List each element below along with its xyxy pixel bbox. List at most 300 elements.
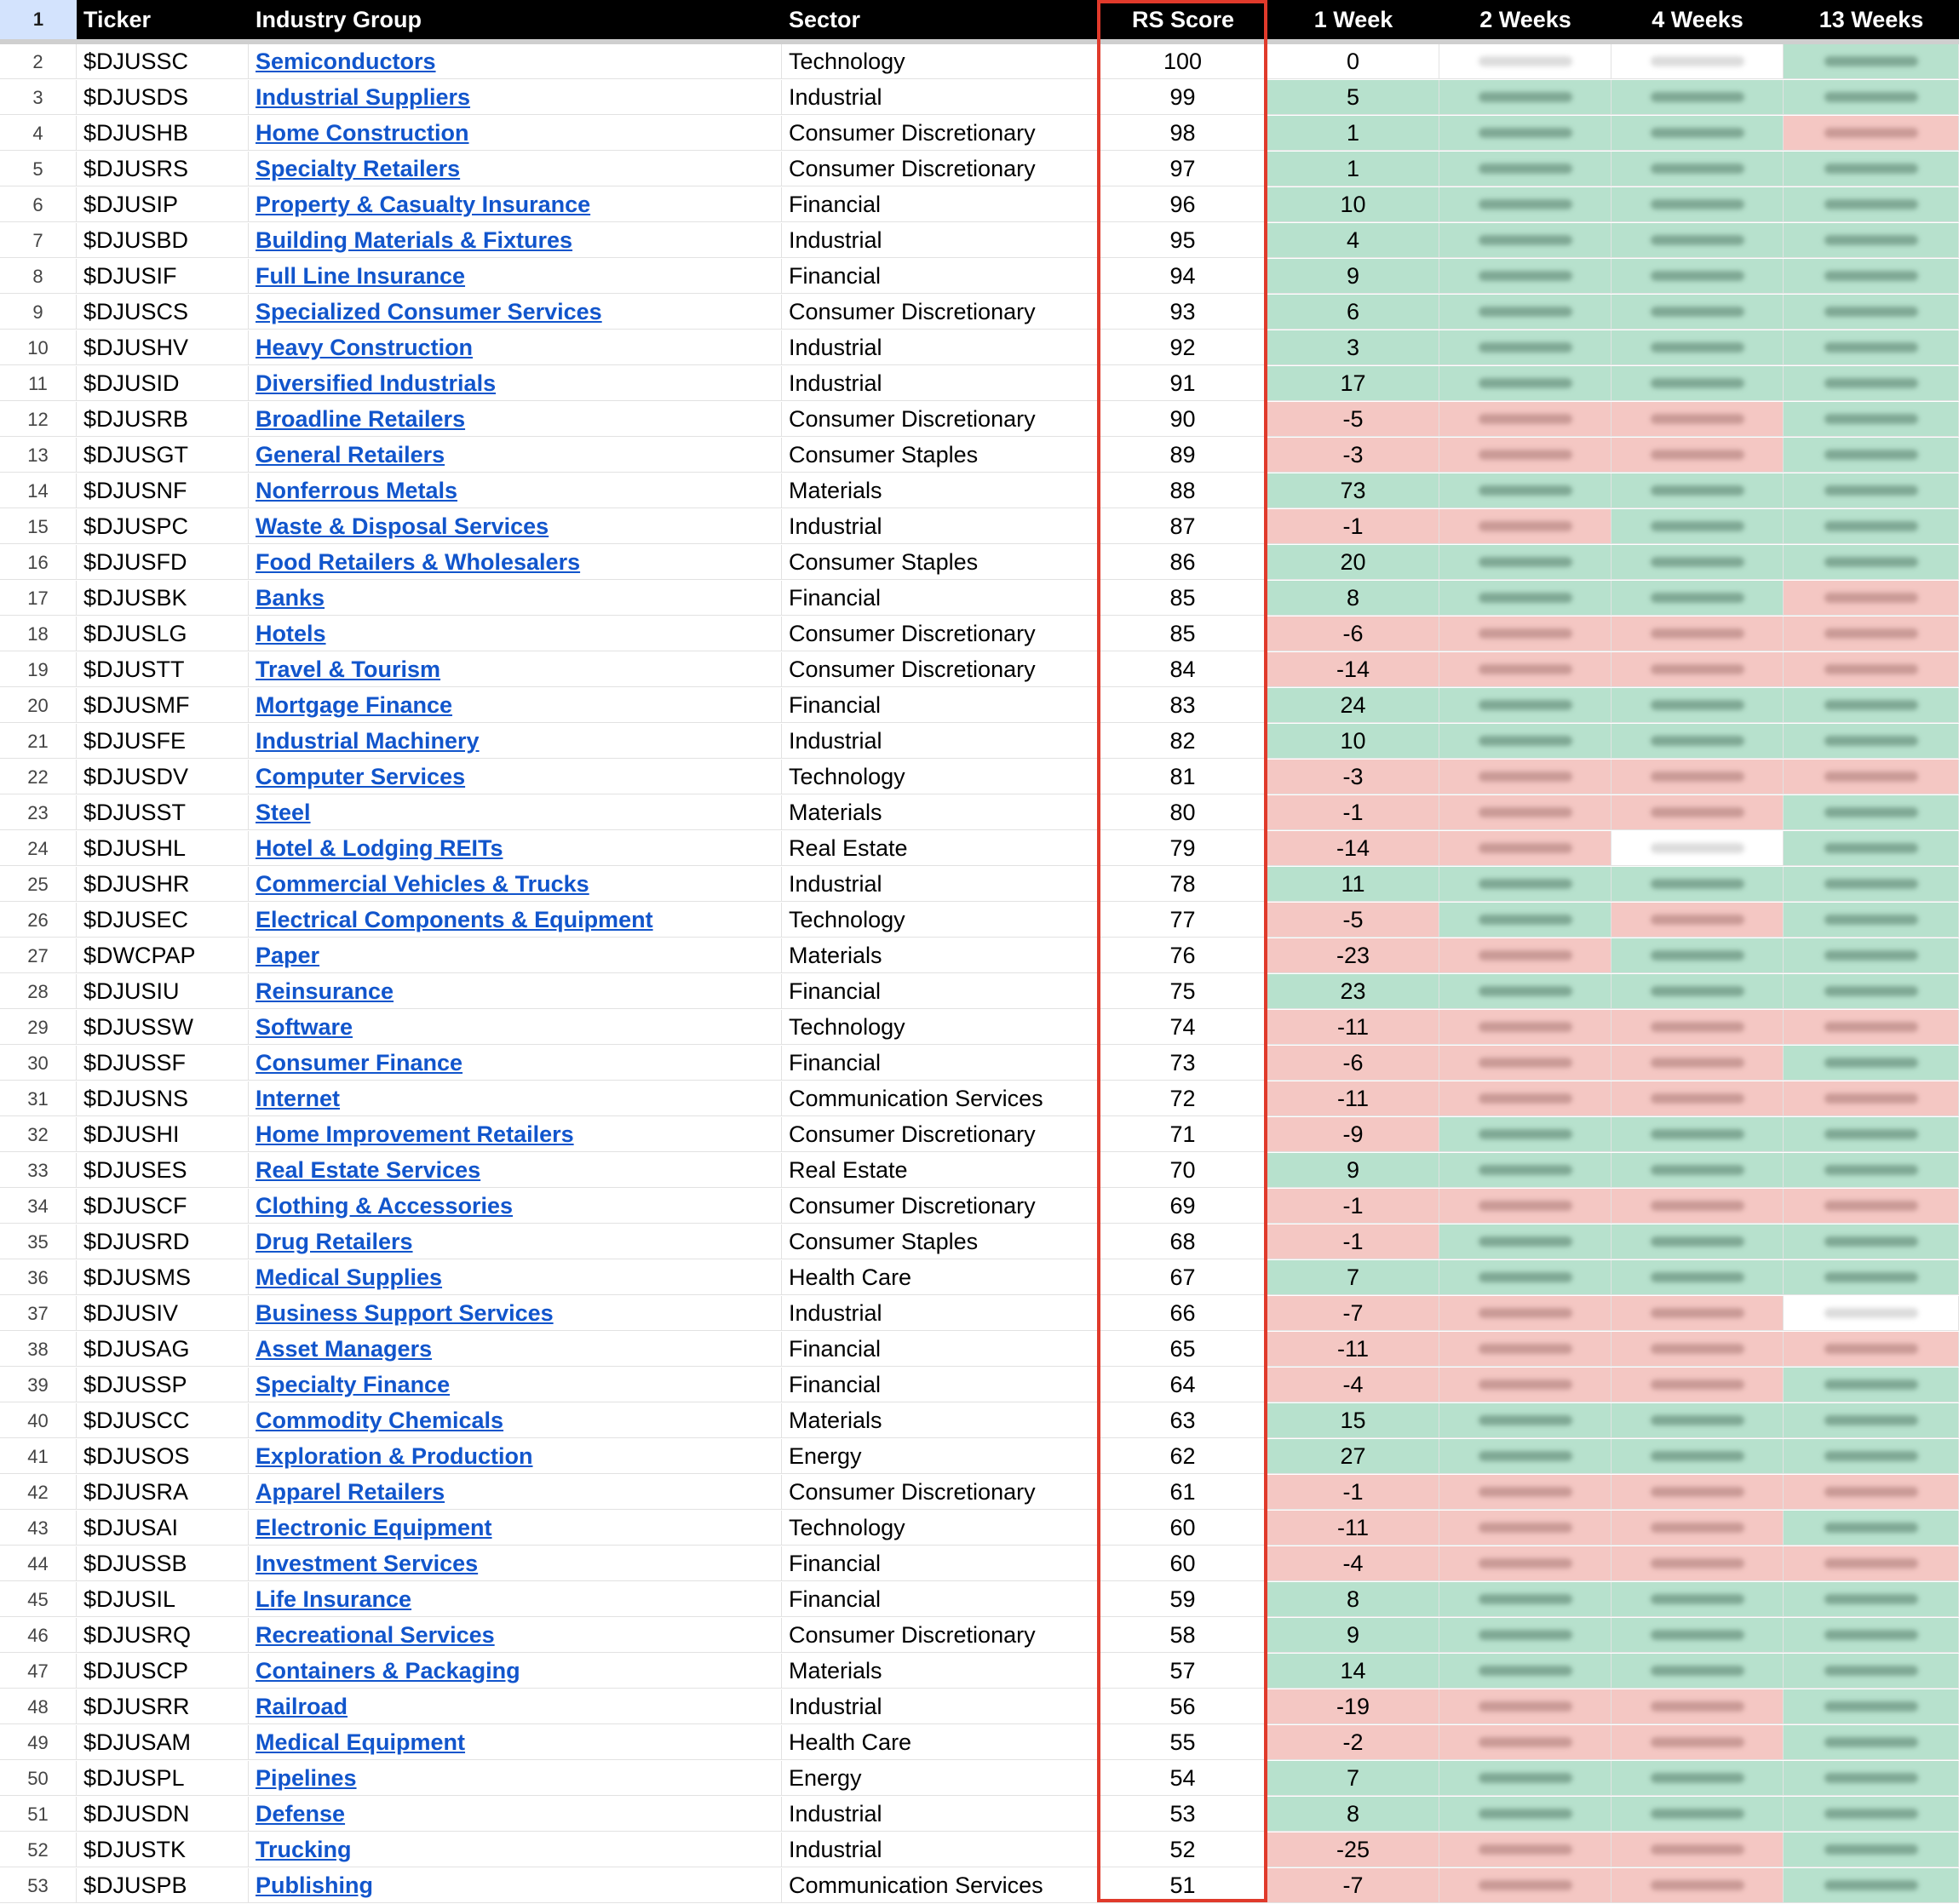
- rs-score-cell[interactable]: 58: [1099, 1618, 1267, 1653]
- week-1-cell[interactable]: 14: [1267, 1654, 1439, 1689]
- sector-cell[interactable]: Materials: [782, 1403, 1099, 1438]
- weeks-4-cell[interactable]: [1611, 1368, 1784, 1402]
- weeks-13-cell[interactable]: [1784, 330, 1959, 365]
- weeks-4-cell[interactable]: [1611, 652, 1784, 687]
- row-number[interactable]: 47: [0, 1654, 77, 1689]
- weeks-4-cell[interactable]: [1611, 259, 1784, 294]
- sector-cell[interactable]: Financial: [782, 259, 1099, 294]
- ticker-cell[interactable]: $DJUSRR: [77, 1689, 249, 1724]
- industry-group-link[interactable]: Electrical Components & Equipment: [256, 907, 653, 932]
- industry-group-link[interactable]: Steel: [256, 800, 311, 825]
- industry-group-cell[interactable]: [249, 1725, 782, 1760]
- rs-score-cell[interactable]: 80: [1099, 795, 1267, 830]
- industry-group-link[interactable]: Specialty Retailers: [256, 156, 461, 181]
- sector-cell[interactable]: Consumer Staples: [782, 545, 1099, 580]
- rs-score-cell[interactable]: 60: [1099, 1511, 1267, 1546]
- weeks-4-cell[interactable]: [1611, 473, 1784, 508]
- week-1-cell[interactable]: 27: [1267, 1439, 1439, 1474]
- ticker-cell[interactable]: $DJUSAG: [77, 1332, 249, 1367]
- row-number[interactable]: 30: [0, 1046, 77, 1081]
- sector-cell[interactable]: Technology: [782, 1511, 1099, 1546]
- week-1-cell[interactable]: -14: [1267, 652, 1439, 687]
- industry-group-link[interactable]: Industrial Machinery: [256, 728, 480, 754]
- weeks-2-cell[interactable]: [1439, 1153, 1611, 1188]
- ticker-cell[interactable]: $DJUSAI: [77, 1511, 249, 1546]
- row-number[interactable]: 2: [0, 44, 77, 79]
- row-number[interactable]: 8: [0, 259, 77, 294]
- row-number[interactable]: 49: [0, 1725, 77, 1760]
- weeks-4-cell[interactable]: [1611, 688, 1784, 723]
- industry-group-cell[interactable]: [249, 1546, 782, 1581]
- sector-cell[interactable]: Communication Services: [782, 1868, 1099, 1903]
- rs-score-cell[interactable]: 71: [1099, 1117, 1267, 1152]
- row-number[interactable]: 29: [0, 1010, 77, 1045]
- ticker-cell[interactable]: $DJUSIU: [77, 974, 249, 1009]
- rs-score-cell[interactable]: 85: [1099, 581, 1267, 616]
- week-1-cell[interactable]: -11: [1267, 1010, 1439, 1045]
- weeks-13-cell[interactable]: [1784, 1689, 1959, 1724]
- industry-group-cell[interactable]: [249, 295, 782, 330]
- weeks-4-cell[interactable]: [1611, 402, 1784, 437]
- industry-group-link[interactable]: Heavy Construction: [256, 335, 474, 360]
- column-header-sector[interactable]: Sector: [782, 0, 1099, 39]
- week-1-cell[interactable]: -4: [1267, 1546, 1439, 1581]
- rs-score-cell[interactable]: 73: [1099, 1046, 1267, 1081]
- row-number[interactable]: 28: [0, 974, 77, 1009]
- ticker-cell[interactable]: $DJUSIL: [77, 1582, 249, 1617]
- weeks-13-cell[interactable]: [1784, 295, 1959, 330]
- row-number[interactable]: 12: [0, 402, 77, 437]
- week-1-cell[interactable]: 10: [1267, 724, 1439, 759]
- rs-score-cell[interactable]: 62: [1099, 1439, 1267, 1474]
- industry-group-cell[interactable]: [249, 652, 782, 687]
- weeks-13-cell[interactable]: [1784, 795, 1959, 830]
- week-1-cell[interactable]: -23: [1267, 938, 1439, 973]
- week-1-cell[interactable]: -4: [1267, 1368, 1439, 1402]
- weeks-2-cell[interactable]: [1439, 903, 1611, 938]
- weeks-2-cell[interactable]: [1439, 724, 1611, 759]
- industry-group-cell[interactable]: [249, 867, 782, 902]
- row-number[interactable]: 24: [0, 831, 77, 866]
- industry-group-link[interactable]: Publishing: [256, 1872, 373, 1898]
- industry-group-link[interactable]: Full Line Insurance: [256, 263, 466, 289]
- sector-cell[interactable]: Real Estate: [782, 1153, 1099, 1188]
- weeks-2-cell[interactable]: [1439, 1761, 1611, 1796]
- weeks-2-cell[interactable]: [1439, 295, 1611, 330]
- ticker-cell[interactable]: $DJUSPB: [77, 1868, 249, 1903]
- rs-score-cell[interactable]: 69: [1099, 1189, 1267, 1224]
- sector-cell[interactable]: Financial: [782, 1546, 1099, 1581]
- ticker-cell[interactable]: $DJUSES: [77, 1153, 249, 1188]
- week-1-cell[interactable]: 7: [1267, 1761, 1439, 1796]
- rs-score-cell[interactable]: 92: [1099, 330, 1267, 365]
- weeks-13-cell[interactable]: [1784, 1546, 1959, 1581]
- industry-group-cell[interactable]: [249, 80, 782, 115]
- week-1-cell[interactable]: -5: [1267, 903, 1439, 938]
- weeks-2-cell[interactable]: [1439, 1546, 1611, 1581]
- industry-group-cell[interactable]: [249, 1296, 782, 1331]
- industry-group-link[interactable]: Diversified Industrials: [256, 370, 497, 396]
- weeks-4-cell[interactable]: [1611, 116, 1784, 151]
- sector-cell[interactable]: Consumer Discretionary: [782, 1117, 1099, 1152]
- weeks-13-cell[interactable]: [1784, 1582, 1959, 1617]
- week-1-cell[interactable]: 6: [1267, 295, 1439, 330]
- weeks-13-cell[interactable]: [1784, 1224, 1959, 1259]
- weeks-13-cell[interactable]: [1784, 116, 1959, 151]
- industry-group-link[interactable]: Exploration & Production: [256, 1443, 533, 1469]
- weeks-2-cell[interactable]: [1439, 473, 1611, 508]
- weeks-2-cell[interactable]: [1439, 1725, 1611, 1760]
- ticker-cell[interactable]: $DJUSRB: [77, 402, 249, 437]
- weeks-4-cell[interactable]: [1611, 1153, 1784, 1188]
- week-1-cell[interactable]: 3: [1267, 330, 1439, 365]
- weeks-2-cell[interactable]: [1439, 581, 1611, 616]
- rs-score-cell[interactable]: 51: [1099, 1868, 1267, 1903]
- rs-score-cell[interactable]: 59: [1099, 1582, 1267, 1617]
- industry-group-cell[interactable]: [249, 402, 782, 437]
- weeks-13-cell[interactable]: [1784, 1296, 1959, 1331]
- industry-group-cell[interactable]: [249, 259, 782, 294]
- weeks-13-cell[interactable]: [1784, 1725, 1959, 1760]
- ticker-cell[interactable]: $DJUSIF: [77, 259, 249, 294]
- weeks-4-cell[interactable]: [1611, 438, 1784, 473]
- weeks-2-cell[interactable]: [1439, 402, 1611, 437]
- weeks-4-cell[interactable]: [1611, 295, 1784, 330]
- weeks-2-cell[interactable]: [1439, 223, 1611, 258]
- week-1-cell[interactable]: 5: [1267, 80, 1439, 115]
- row-number[interactable]: 44: [0, 1546, 77, 1581]
- weeks-4-cell[interactable]: [1611, 1403, 1784, 1438]
- industry-group-link[interactable]: Recreational Services: [256, 1622, 495, 1648]
- row-number[interactable]: 22: [0, 760, 77, 794]
- weeks-2-cell[interactable]: [1439, 438, 1611, 473]
- rs-score-cell[interactable]: 77: [1099, 903, 1267, 938]
- week-1-cell[interactable]: 9: [1267, 259, 1439, 294]
- weeks-2-cell[interactable]: [1439, 509, 1611, 544]
- weeks-2-cell[interactable]: [1439, 1081, 1611, 1116]
- industry-group-cell[interactable]: [249, 1439, 782, 1474]
- weeks-2-cell[interactable]: [1439, 1689, 1611, 1724]
- row-number[interactable]: 3: [0, 80, 77, 115]
- rs-score-cell[interactable]: 70: [1099, 1153, 1267, 1188]
- weeks-2-cell[interactable]: [1439, 1296, 1611, 1331]
- ticker-cell[interactable]: $DWCPAP: [77, 938, 249, 973]
- row-number[interactable]: 41: [0, 1439, 77, 1474]
- weeks-4-cell[interactable]: [1611, 1582, 1784, 1617]
- weeks-4-cell[interactable]: [1611, 1296, 1784, 1331]
- industry-group-link[interactable]: Commercial Vehicles & Trucks: [256, 871, 589, 897]
- rs-score-cell[interactable]: 93: [1099, 295, 1267, 330]
- industry-group-link[interactable]: Medical Supplies: [256, 1265, 443, 1290]
- week-1-cell[interactable]: -11: [1267, 1332, 1439, 1367]
- weeks-13-cell[interactable]: [1784, 581, 1959, 616]
- week-1-cell[interactable]: -14: [1267, 831, 1439, 866]
- weeks-2-cell[interactable]: [1439, 1439, 1611, 1474]
- industry-group-link[interactable]: Electronic Equipment: [256, 1515, 492, 1540]
- rs-score-cell[interactable]: 83: [1099, 688, 1267, 723]
- weeks-2-cell[interactable]: [1439, 1511, 1611, 1546]
- ticker-cell[interactable]: $DJUSST: [77, 795, 249, 830]
- weeks-13-cell[interactable]: [1784, 1368, 1959, 1402]
- rs-score-cell[interactable]: 53: [1099, 1797, 1267, 1832]
- weeks-4-cell[interactable]: [1611, 366, 1784, 401]
- rs-score-cell[interactable]: 99: [1099, 80, 1267, 115]
- industry-group-link[interactable]: Nonferrous Metals: [256, 478, 458, 503]
- weeks-2-cell[interactable]: [1439, 1046, 1611, 1081]
- ticker-cell[interactable]: $DJUSAM: [77, 1725, 249, 1760]
- sector-cell[interactable]: Industrial: [782, 223, 1099, 258]
- week-1-cell[interactable]: 1: [1267, 116, 1439, 151]
- weeks-4-cell[interactable]: [1611, 330, 1784, 365]
- column-header-2-weeks[interactable]: 2 Weeks: [1439, 0, 1611, 39]
- industry-group-link[interactable]: General Retailers: [256, 442, 445, 467]
- week-1-cell[interactable]: -1: [1267, 1224, 1439, 1259]
- industry-group-cell[interactable]: [249, 1153, 782, 1188]
- ticker-cell[interactable]: $DJUSPC: [77, 509, 249, 544]
- row-number[interactable]: 38: [0, 1332, 77, 1367]
- ticker-cell[interactable]: $DJUSHV: [77, 330, 249, 365]
- rs-score-cell[interactable]: 61: [1099, 1475, 1267, 1510]
- row-number[interactable]: 52: [0, 1832, 77, 1867]
- ticker-cell[interactable]: $DJUSSB: [77, 1546, 249, 1581]
- weeks-13-cell[interactable]: [1784, 1654, 1959, 1689]
- weeks-2-cell[interactable]: [1439, 1260, 1611, 1295]
- row-number[interactable]: 25: [0, 867, 77, 902]
- rs-score-cell[interactable]: 72: [1099, 1081, 1267, 1116]
- ticker-cell[interactable]: $DJUSHB: [77, 116, 249, 151]
- sector-cell[interactable]: Financial: [782, 688, 1099, 723]
- industry-group-cell[interactable]: [249, 795, 782, 830]
- row-number[interactable]: 11: [0, 366, 77, 401]
- sector-cell[interactable]: Technology: [782, 760, 1099, 794]
- weeks-13-cell[interactable]: [1784, 1511, 1959, 1546]
- sector-cell[interactable]: Communication Services: [782, 1081, 1099, 1116]
- column-header-4-weeks[interactable]: 4 Weeks: [1611, 0, 1784, 39]
- week-1-cell[interactable]: -19: [1267, 1689, 1439, 1724]
- industry-group-cell[interactable]: [249, 903, 782, 938]
- ticker-cell[interactable]: $DJUSCF: [77, 1189, 249, 1224]
- rs-score-cell[interactable]: 84: [1099, 652, 1267, 687]
- industry-group-link[interactable]: Paper: [256, 943, 320, 968]
- weeks-13-cell[interactable]: [1784, 509, 1959, 544]
- weeks-13-cell[interactable]: [1784, 724, 1959, 759]
- weeks-4-cell[interactable]: [1611, 1010, 1784, 1045]
- ticker-cell[interactable]: $DJUSCC: [77, 1403, 249, 1438]
- weeks-4-cell[interactable]: [1611, 1475, 1784, 1510]
- weeks-4-cell[interactable]: [1611, 1761, 1784, 1796]
- sector-cell[interactable]: Consumer Discretionary: [782, 617, 1099, 651]
- row-number[interactable]: 50: [0, 1761, 77, 1796]
- sector-cell[interactable]: Health Care: [782, 1260, 1099, 1295]
- weeks-2-cell[interactable]: [1439, 1618, 1611, 1653]
- ticker-cell[interactable]: $DJUSBD: [77, 223, 249, 258]
- ticker-cell[interactable]: $DJUSBK: [77, 581, 249, 616]
- weeks-4-cell[interactable]: [1611, 1081, 1784, 1116]
- industry-group-cell[interactable]: [249, 1689, 782, 1724]
- row-number[interactable]: 14: [0, 473, 77, 508]
- industry-group-cell[interactable]: [249, 1868, 782, 1903]
- industry-group-cell[interactable]: [249, 116, 782, 151]
- ticker-cell[interactable]: $DJUSSF: [77, 1046, 249, 1081]
- weeks-4-cell[interactable]: [1611, 1797, 1784, 1832]
- ticker-cell[interactable]: $DJUSFE: [77, 724, 249, 759]
- weeks-13-cell[interactable]: [1784, 473, 1959, 508]
- industry-group-cell[interactable]: [249, 509, 782, 544]
- week-1-cell[interactable]: 73: [1267, 473, 1439, 508]
- rs-score-cell[interactable]: 89: [1099, 438, 1267, 473]
- sector-cell[interactable]: Health Care: [782, 1725, 1099, 1760]
- sector-cell[interactable]: Financial: [782, 1046, 1099, 1081]
- industry-group-link[interactable]: Specialty Finance: [256, 1372, 451, 1397]
- industry-group-link[interactable]: Consumer Finance: [256, 1050, 463, 1075]
- sector-cell[interactable]: Real Estate: [782, 831, 1099, 866]
- weeks-13-cell[interactable]: [1784, 867, 1959, 902]
- row-number[interactable]: 40: [0, 1403, 77, 1438]
- rs-score-cell[interactable]: 82: [1099, 724, 1267, 759]
- week-1-cell[interactable]: -11: [1267, 1081, 1439, 1116]
- weeks-4-cell[interactable]: [1611, 581, 1784, 616]
- week-1-cell[interactable]: 8: [1267, 1797, 1439, 1832]
- weeks-4-cell[interactable]: [1611, 187, 1784, 222]
- week-1-cell[interactable]: -1: [1267, 1475, 1439, 1510]
- sector-cell[interactable]: Financial: [782, 1332, 1099, 1367]
- week-1-cell[interactable]: 17: [1267, 366, 1439, 401]
- ticker-cell[interactable]: $DJUSSP: [77, 1368, 249, 1402]
- ticker-cell[interactable]: $DJUSNF: [77, 473, 249, 508]
- industry-group-link[interactable]: Investment Services: [256, 1551, 479, 1576]
- sector-cell[interactable]: Consumer Discretionary: [782, 652, 1099, 687]
- weeks-2-cell[interactable]: [1439, 1332, 1611, 1367]
- week-1-cell[interactable]: 11: [1267, 867, 1439, 902]
- industry-group-cell[interactable]: [249, 330, 782, 365]
- row-number[interactable]: 7: [0, 223, 77, 258]
- industry-group-link[interactable]: Railroad: [256, 1694, 348, 1719]
- row-number[interactable]: 10: [0, 330, 77, 365]
- weeks-2-cell[interactable]: [1439, 1868, 1611, 1903]
- weeks-4-cell[interactable]: [1611, 545, 1784, 580]
- rs-score-cell[interactable]: 52: [1099, 1832, 1267, 1867]
- row-number[interactable]: 6: [0, 187, 77, 222]
- industry-group-link[interactable]: Asset Managers: [256, 1336, 433, 1362]
- industry-group-cell[interactable]: [249, 1117, 782, 1152]
- weeks-2-cell[interactable]: [1439, 760, 1611, 794]
- weeks-13-cell[interactable]: [1784, 1403, 1959, 1438]
- ticker-cell[interactable]: $DJUSMF: [77, 688, 249, 723]
- weeks-2-cell[interactable]: [1439, 366, 1611, 401]
- row-header-1[interactable]: 1: [0, 0, 77, 39]
- industry-group-link[interactable]: Containers & Packaging: [256, 1658, 520, 1683]
- industry-group-cell[interactable]: [249, 1081, 782, 1116]
- weeks-2-cell[interactable]: [1439, 330, 1611, 365]
- weeks-13-cell[interactable]: [1784, 223, 1959, 258]
- weeks-13-cell[interactable]: [1784, 1010, 1959, 1045]
- week-1-cell[interactable]: -7: [1267, 1868, 1439, 1903]
- row-number[interactable]: 36: [0, 1260, 77, 1295]
- weeks-2-cell[interactable]: [1439, 545, 1611, 580]
- ticker-cell[interactable]: $DJUSRS: [77, 152, 249, 186]
- industry-group-link[interactable]: Home Construction: [256, 120, 469, 146]
- weeks-4-cell[interactable]: [1611, 938, 1784, 973]
- ticker-cell[interactable]: $DJUSDS: [77, 80, 249, 115]
- column-header-industry-group[interactable]: Industry Group: [249, 0, 782, 39]
- sector-cell[interactable]: Industrial: [782, 1689, 1099, 1724]
- industry-group-link[interactable]: Hotel & Lodging REITs: [256, 835, 503, 861]
- weeks-13-cell[interactable]: [1784, 652, 1959, 687]
- sector-cell[interactable]: Industrial: [782, 1797, 1099, 1832]
- week-1-cell[interactable]: -7: [1267, 1296, 1439, 1331]
- weeks-13-cell[interactable]: [1784, 1618, 1959, 1653]
- industry-group-cell[interactable]: [249, 223, 782, 258]
- rs-score-cell[interactable]: 87: [1099, 509, 1267, 544]
- sector-cell[interactable]: Financial: [782, 974, 1099, 1009]
- weeks-4-cell[interactable]: [1611, 1546, 1784, 1581]
- weeks-2-cell[interactable]: [1439, 152, 1611, 186]
- weeks-2-cell[interactable]: [1439, 1475, 1611, 1510]
- rs-score-cell[interactable]: 67: [1099, 1260, 1267, 1295]
- weeks-4-cell[interactable]: [1611, 1511, 1784, 1546]
- row-number[interactable]: 42: [0, 1475, 77, 1510]
- industry-group-link[interactable]: Building Materials & Fixtures: [256, 227, 573, 253]
- industry-group-link[interactable]: Medical Equipment: [256, 1729, 466, 1755]
- industry-group-link[interactable]: Semiconductors: [256, 49, 436, 74]
- weeks-4-cell[interactable]: [1611, 223, 1784, 258]
- sector-cell[interactable]: Energy: [782, 1439, 1099, 1474]
- ticker-cell[interactable]: $DJUSLG: [77, 617, 249, 651]
- industry-group-link[interactable]: Mortgage Finance: [256, 692, 453, 718]
- weeks-13-cell[interactable]: [1784, 1868, 1959, 1903]
- weeks-2-cell[interactable]: [1439, 1403, 1611, 1438]
- ticker-cell[interactable]: $DJUSTT: [77, 652, 249, 687]
- industry-group-link[interactable]: Commodity Chemicals: [256, 1408, 504, 1433]
- row-number[interactable]: 13: [0, 438, 77, 473]
- weeks-4-cell[interactable]: [1611, 1260, 1784, 1295]
- week-1-cell[interactable]: 8: [1267, 581, 1439, 616]
- weeks-13-cell[interactable]: [1784, 938, 1959, 973]
- rs-score-cell[interactable]: 76: [1099, 938, 1267, 973]
- industry-group-cell[interactable]: [249, 1189, 782, 1224]
- sector-cell[interactable]: Consumer Discretionary: [782, 402, 1099, 437]
- industry-group-cell[interactable]: [249, 438, 782, 473]
- row-number[interactable]: 9: [0, 295, 77, 330]
- ticker-cell[interactable]: $DJUSIV: [77, 1296, 249, 1331]
- industry-group-link[interactable]: Defense: [256, 1801, 346, 1827]
- row-number[interactable]: 53: [0, 1868, 77, 1903]
- weeks-4-cell[interactable]: [1611, 1725, 1784, 1760]
- industry-group-link[interactable]: Hotels: [256, 621, 326, 646]
- weeks-2-cell[interactable]: [1439, 1832, 1611, 1867]
- industry-group-cell[interactable]: [249, 974, 782, 1009]
- weeks-4-cell[interactable]: [1611, 44, 1784, 79]
- row-number[interactable]: 4: [0, 116, 77, 151]
- weeks-13-cell[interactable]: [1784, 1832, 1959, 1867]
- ticker-cell[interactable]: $DJUSMS: [77, 1260, 249, 1295]
- sector-cell[interactable]: Financial: [782, 581, 1099, 616]
- industry-group-cell[interactable]: [249, 44, 782, 79]
- ticker-cell[interactable]: $DJUSHR: [77, 867, 249, 902]
- weeks-13-cell[interactable]: [1784, 688, 1959, 723]
- week-1-cell[interactable]: 1: [1267, 152, 1439, 186]
- sector-cell[interactable]: Materials: [782, 1654, 1099, 1689]
- rs-score-cell[interactable]: 95: [1099, 223, 1267, 258]
- sector-cell[interactable]: Consumer Discretionary: [782, 1475, 1099, 1510]
- weeks-4-cell[interactable]: [1611, 1046, 1784, 1081]
- industry-group-link[interactable]: Property & Casualty Insurance: [256, 192, 591, 217]
- sector-cell[interactable]: Consumer Discretionary: [782, 116, 1099, 151]
- column-header-rs-score[interactable]: RS Score: [1099, 0, 1267, 39]
- week-1-cell[interactable]: 7: [1267, 1260, 1439, 1295]
- rs-score-cell[interactable]: 54: [1099, 1761, 1267, 1796]
- rs-score-cell[interactable]: 86: [1099, 545, 1267, 580]
